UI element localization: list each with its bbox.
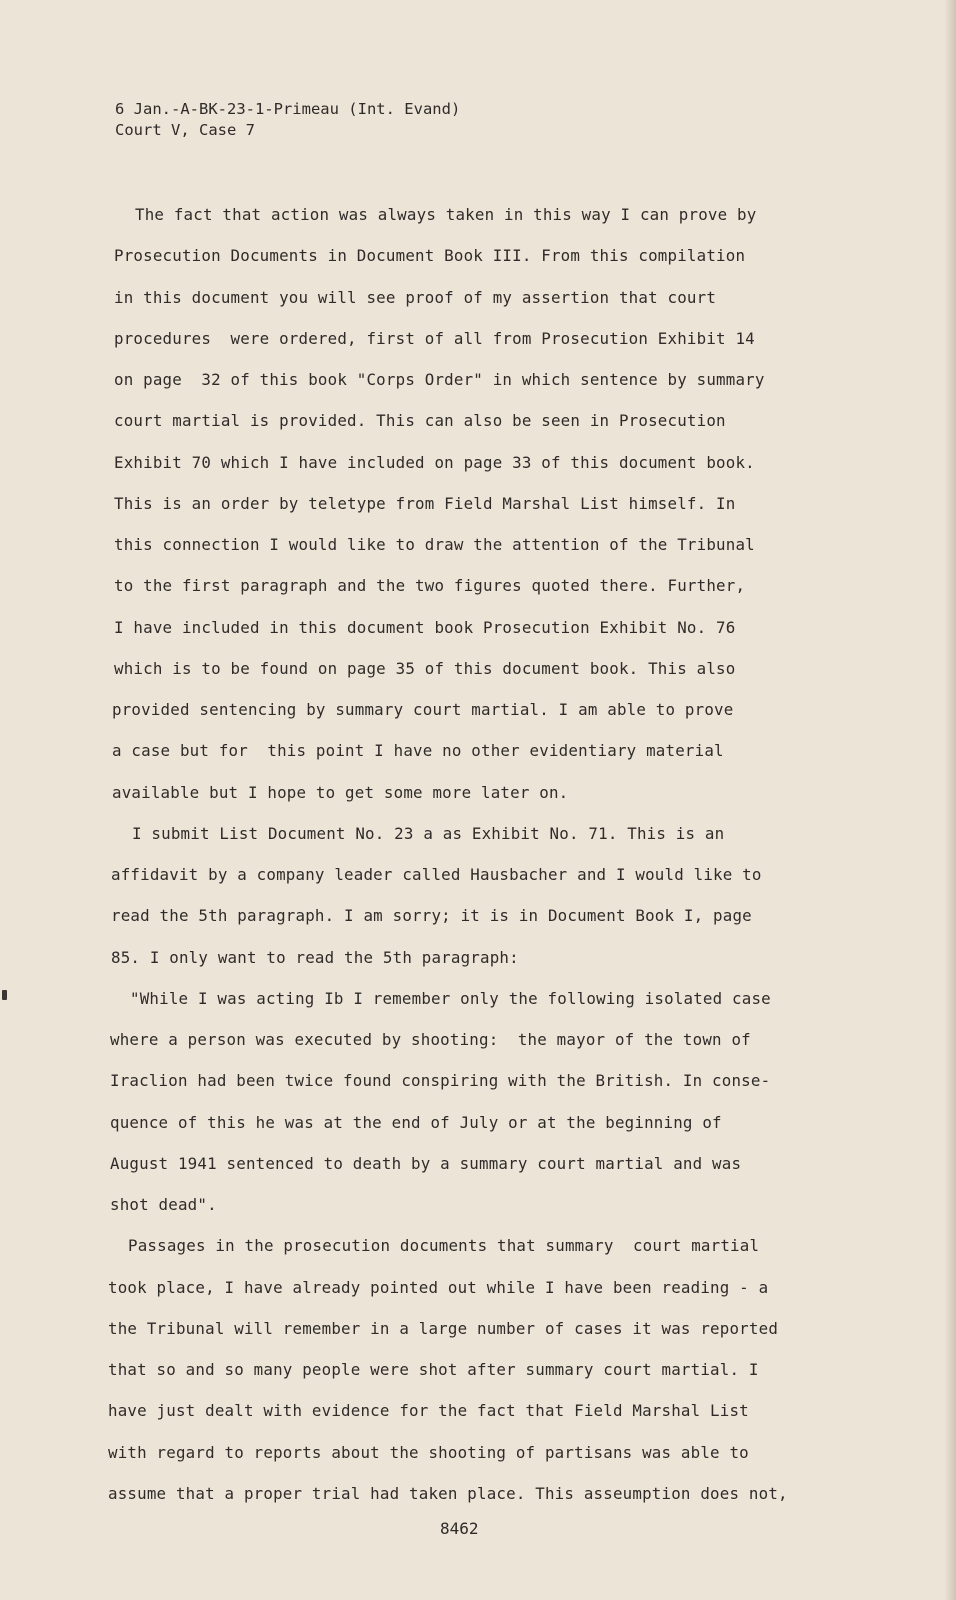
page-header xyxy=(115,99,460,141)
body-line: assume that a proper trial had taken place. This asseumption does not, xyxy=(108,1484,788,1503)
binding-mark xyxy=(2,990,7,1000)
body-line: I have included in this document book Prosecution Exhibit No. 76 xyxy=(114,618,736,637)
body-line: 85. I only want to read the 5th paragraph: xyxy=(111,948,519,967)
body-line: that so and so many people were shot after summary court martial. I xyxy=(108,1360,759,1379)
body-line: "While I was acting Ib I remember only the following isolated case xyxy=(130,989,771,1008)
body-line: in this document you will see proof of my assertion that court xyxy=(114,288,717,307)
body-line: Passages in the prosecution documents that summary court martial xyxy=(128,1236,760,1255)
body-line: the Tribunal will remember in a large number of cases it was reported xyxy=(108,1319,779,1338)
body-line: took place, I have already pointed out while I have been reading - a xyxy=(108,1278,769,1297)
body-line: Exhibit 70 which I have included on page 33 of this document book. xyxy=(114,453,755,472)
body-line: This is an order by teletype from Field Marshal List himself. In xyxy=(114,494,736,513)
body-line: where a person was executed by shooting: the mayor of the town of xyxy=(110,1030,751,1049)
body-line: Iraclion had been twice found conspiring with the British. In conse- xyxy=(110,1071,771,1090)
body-line: I submit List Document No. 23 a as Exhibit No. 71. This is an xyxy=(132,824,725,843)
body-line: shot dead". xyxy=(110,1195,217,1214)
body-line: procedures were ordered, first of all from Prosecution Exhibit 14 xyxy=(114,329,755,348)
page-number: 8462 xyxy=(440,1519,479,1538)
body-line: to the first paragraph and the two figures quoted there. Further, xyxy=(114,576,746,595)
body-line: on page 32 of this book "Corps Order" in which sentence by summary xyxy=(114,370,765,389)
body-line: affidavit by a company leader called Hausbacher and I would like to xyxy=(111,865,762,884)
body-line: August 1941 sentenced to death by a summary court martial and was xyxy=(110,1154,742,1173)
header-line-2: Court V, Case 7 xyxy=(115,121,255,139)
body-line: with regard to reports about the shooting of partisans was able to xyxy=(108,1443,749,1462)
body-line: provided sentencing by summary court martial. I am able to prove xyxy=(112,700,734,719)
body-line: have just dealt with evidence for the fact that Field Marshal List xyxy=(108,1401,749,1420)
body-line: Prosecution Documents in Document Book III. From this compilation xyxy=(114,246,746,265)
body-line: court martial is provided. This can also be seen in Prosecution xyxy=(114,411,726,430)
body-line: quence of this he was at the end of July or at the beginning of xyxy=(110,1113,722,1132)
header-line-1: 6 Jan.-A-BK-23-1-Primeau (Int. Evand) xyxy=(115,100,461,118)
body-line: which is to be found on page 35 of this document book. This also xyxy=(114,659,736,678)
page-edge-shadow xyxy=(944,0,956,1600)
body-line: read the 5th paragraph. I am sorry; it is in Document Book I, page xyxy=(111,906,752,925)
body-line: a case but for this point I have no other evidentiary material xyxy=(112,741,724,760)
body-line: this connection I would like to draw the attention of the Tribunal xyxy=(114,535,755,554)
body-line: The fact that action was always taken in this way I can prove by xyxy=(135,205,757,224)
body-line: available but I hope to get some more later on. xyxy=(112,783,569,802)
